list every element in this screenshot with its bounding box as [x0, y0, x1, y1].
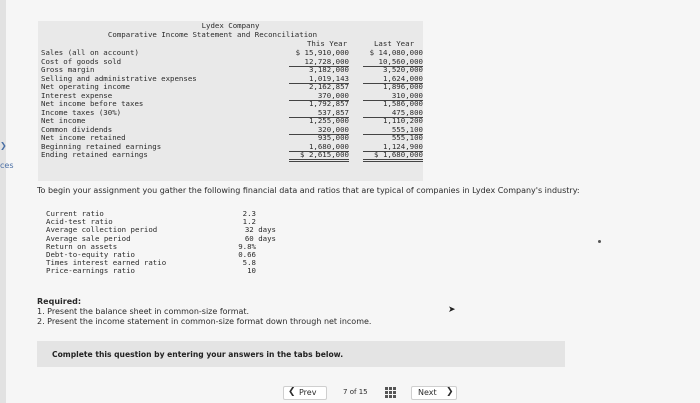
- statement-row: Cost of goods sold 12,728,000 10,560,000: [41, 56, 423, 66]
- ratio-row: Return on assets 9.8%: [46, 241, 256, 251]
- statement-row: Common dividends 320,000 555,100: [41, 124, 423, 134]
- statement-title: Comparative Income Statement and Reconciliation: [107, 30, 318, 39]
- required-item: 1. Present the balance sheet in common-size format.: [37, 307, 250, 316]
- col-this-year: This Year: [306, 39, 348, 48]
- ratio-row: Average collection period 32 days: [46, 225, 276, 235]
- ratio-row: Current ratio 2.3: [46, 209, 256, 218]
- instruction-bar: [37, 341, 565, 367]
- chevron-left-icon: ❮: [288, 387, 296, 397]
- required-section: [37, 297, 371, 327]
- intro-text: To begin your assignment you gather the following financial data and ratios that are typical of companies in Lydex Company's industry:: [37, 186, 580, 195]
- statement-row: Ending retained earnings $ 2,615,000 $ 1,680,000: [41, 151, 421, 159]
- required-heading: Required:: [37, 297, 82, 306]
- statement-row: Net income retained 935,000 555,100: [41, 133, 423, 142]
- statement-row: Net income before taxes 1,792,857 1,586,000: [41, 99, 423, 108]
- ratio-row: Price-earnings ratio 10: [46, 266, 256, 276]
- grid-menu-icon[interactable]: [385, 387, 396, 398]
- statement-row: Sales (all on account) $ 15,910,000 $ 14,080,000: [41, 48, 423, 57]
- statement-row: Net income 1,255,000 1,110,200: [41, 116, 423, 125]
- statement-row: Net operating income 2,162,857 1,896,000: [41, 82, 423, 91]
- edge-tab-marker[interactable]: ❯: [0, 141, 7, 150]
- income-statement-panel: [38, 21, 423, 181]
- statement-row: Gross margin 3,182,000 3,520,000: [41, 65, 423, 74]
- required-item: 2. Present the income statement in common-size format down through net income.: [37, 317, 372, 326]
- company-name: Lydex Company: [201, 21, 260, 30]
- ratio-row: Times interest earned ratio 5.8: [46, 258, 256, 268]
- statement-row: Beginning retained earnings 1,680,000 1,124,900: [41, 141, 423, 151]
- ratio-row: Average sale period 60 days: [46, 233, 276, 243]
- page-total: 15: [358, 388, 368, 396]
- next-button[interactable]: [411, 386, 457, 400]
- ratio-row: Acid-test ratio 1.2: [46, 217, 256, 227]
- edge-label: ces: [0, 161, 14, 170]
- chevron-right-icon: ❯: [446, 387, 454, 397]
- prev-label: Prev: [299, 388, 317, 397]
- left-edge-strip: [0, 0, 6, 403]
- next-label: Next: [418, 388, 437, 397]
- statement-row: Interest expense 370,000 310,000: [41, 90, 423, 100]
- page-current: 7: [343, 388, 348, 396]
- page-indicator: [343, 388, 368, 396]
- prev-button[interactable]: [283, 386, 327, 400]
- statement-row: Selling and administrative expenses 1,019,143 1,624,000: [41, 73, 423, 83]
- statement-row: Income taxes (30%) 537,857 475,800: [41, 107, 423, 117]
- page-sep: of: [349, 388, 357, 396]
- ratio-row: Debt-to-equity ratio 0.66: [46, 250, 256, 259]
- mouse-cursor-icon: ➤: [448, 305, 456, 315]
- col-last-year: Last Year: [373, 39, 415, 48]
- industry-ratios: [46, 210, 296, 288]
- instruction-text: Complete this question by entering your answers in the tabs below.: [52, 350, 344, 359]
- stray-dot: [598, 240, 601, 243]
